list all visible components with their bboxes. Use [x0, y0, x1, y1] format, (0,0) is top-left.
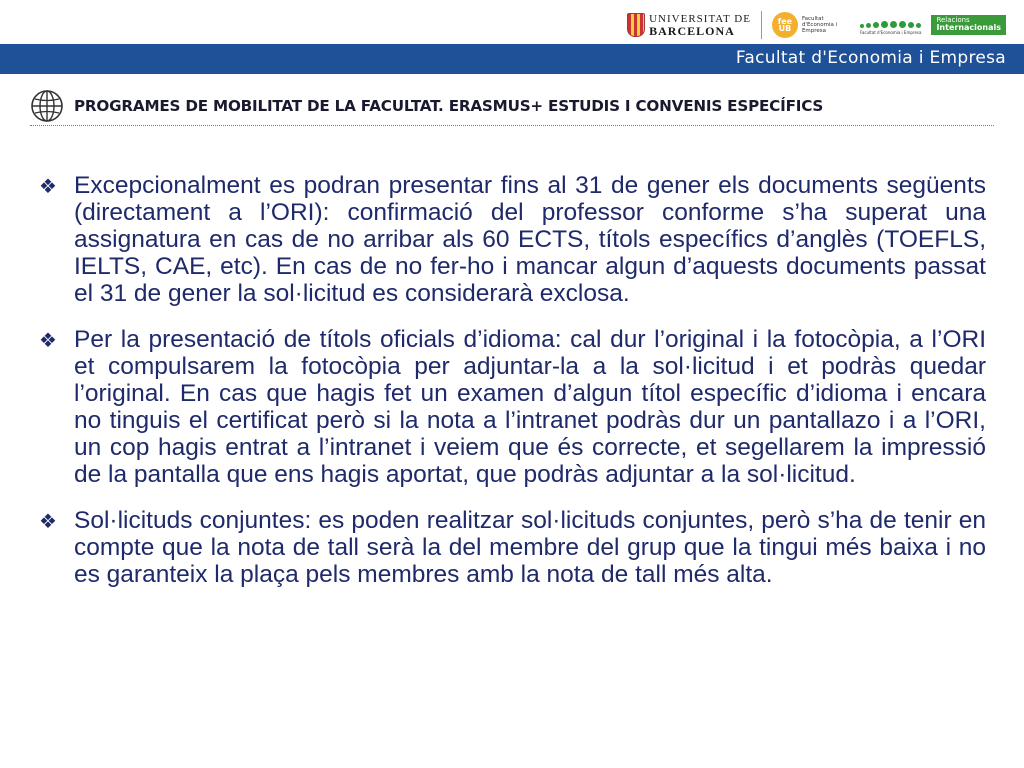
ub-logo-line1: UNIVERSITAT DE — [649, 12, 751, 25]
bullet-list — [36, 172, 988, 607]
fee-ub-text: Facultat d'Economia i Empresa — [801, 15, 838, 35]
diamond-bullet-icon: ❖ — [39, 508, 57, 533]
ri-logo-line1: Relacions — [936, 15, 970, 24]
section-title: PROGRAMES DE MOBILITAT DE LA FACULTAT. ERASMUS+ ESTUDIS I CONVENIS ESPECÍFICS — [74, 96, 824, 115]
diamond-bullet-icon: ❖ — [39, 173, 57, 198]
header-logos — [627, 8, 1006, 42]
dots-icon — [860, 16, 922, 28]
diamond-bullet-icon: ❖ — [39, 327, 57, 352]
list-item-text: Excepcionalment es podran presentar fins al 31 de gener els documents següents (directament a l’ORI): confirmació del professor conforme s’ha superat una assignatura en cas de no arribar als 60 ECTS, títols específics d’anglès (TOEFLS, IELTS, CAE, etc). En cas de no fer-ho i mancar algun d’aquests documents passat el 31 de gener la sol·licitud es considerarà exclosa. — [74, 172, 986, 307]
list-item — [36, 326, 988, 488]
list-item-text: Per la presentació de títols oficials d’idioma: cal dur l’original i la fotocòpia, a l’ORI et compulsarem la fotocòpia per adjuntar-la a la sol·licitud i et podràs quedar l’original. En cas que hagis fet un examen d’algun títol específic d’idioma i encara no tinguis el certificat però si la nota a l’intranet podràs dur un pantallazo i a l’ORI, un cop hagis entrat a l’intranet i veiem que és correcte, et segellarem la impressió de la pantalla que ens hagis aportat, que podràs adjuntar a la sol·licitud. — [74, 326, 986, 488]
ub-shield-icon — [627, 13, 645, 37]
faculty-dots-logo — [860, 16, 922, 35]
fee-ub-badge: fee UB — [772, 12, 798, 38]
globe-icon — [30, 89, 64, 123]
faculty-title: Facultat d'Economia i Empresa — [735, 48, 1006, 68]
list-item-text: Sol·licituds conjuntes: es poden realitzar sol·licituds conjuntes, però s’ha de tenir en compte que la nota de tall serà la del membre del grup que la tingui més baixa i no es garanteix la plaça pels membres amb la nota de tall més alta. — [74, 507, 986, 588]
relacions-internacionals-logo — [931, 15, 1006, 35]
logo-divider — [761, 11, 762, 39]
dots-logo-caption: Facultat d'Economia i Empresa — [859, 29, 922, 35]
universitat-barcelona-logo — [627, 13, 751, 37]
ub-logo-line2: BARCELONA — [649, 23, 735, 38]
header-band — [0, 44, 1024, 74]
list-item — [36, 172, 988, 307]
section-header — [30, 86, 994, 126]
fee-ub-logo — [772, 12, 850, 38]
list-item — [36, 507, 988, 588]
ri-logo-line2: Internacionals — [936, 23, 1001, 33]
